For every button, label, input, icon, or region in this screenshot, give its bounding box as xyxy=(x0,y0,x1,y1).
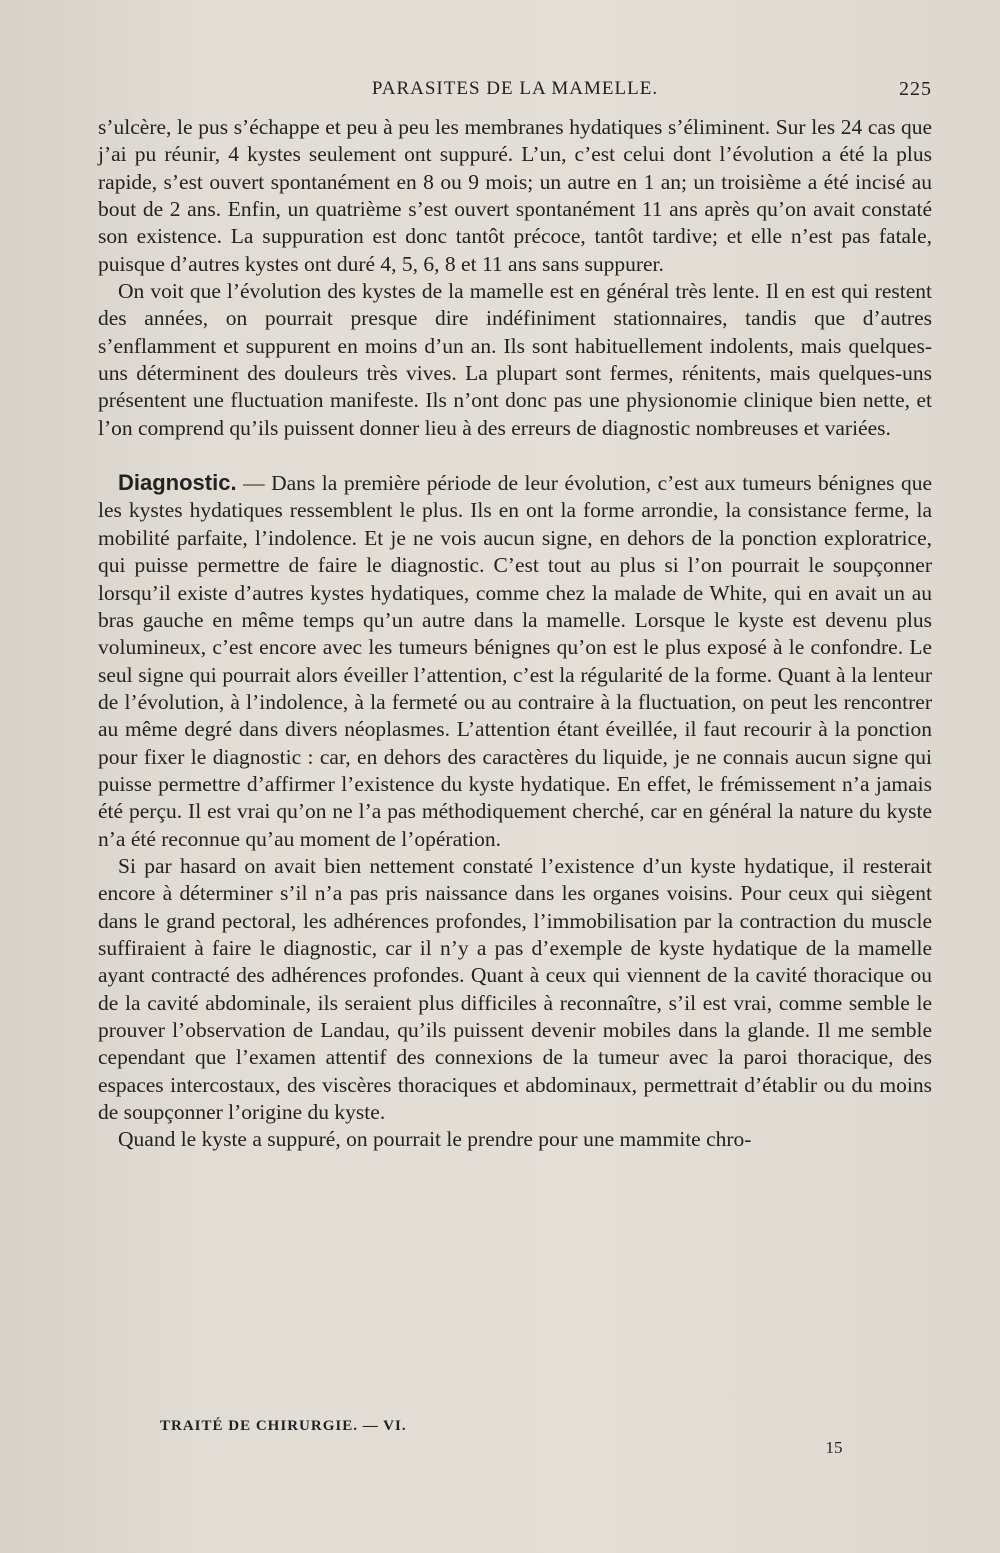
footer-book-title: TRAITÉ DE CHIRURGIE. — VI. xyxy=(160,1418,407,1434)
section-heading-diagnostic: Diagnostic. xyxy=(118,470,237,496)
paragraph-diagnostic xyxy=(98,469,932,853)
paragraph-differential: Si par hasard on avait bien nettement constaté l’existence d’un kyste hydatique, il resterait encore à déterminer s’il n’a pas pris naissance dans les organes voisins. Pour ceux qui siègent dans le grand pectoral, les adhérences profondes, l’immobilisation par la contraction du muscle suffiraient à faire le diagnostic, car il n’y a pas d’exemple de kyste hydatique de la mamelle ayant contracté des adhérences profondes. Quant à ceux qui viennent de la cavité thoracique ou de la cavité abdominale, ils seraient plus difficiles à reconnaître, s’il est vrai, comme semble le prouver l’observation de Landau, qu’ils puissent devenir mobiles dans la glande. Il me semble cependant que l’examen attentif des connexions de la tumeur avec la paroi thoracique, des espaces intercostaux, des viscères thoraciques et abdominaux, permettrait d’établir ou du moins de soupçonner l’origine du kyste. xyxy=(98,853,932,1125)
diagnostic-text: — Dans la première période de leur évolution, c’est aux tumeurs bénignes que les kystes hydatiques ressemblent le plus. Ils en ont la forme arrondie, la consistance ferme, la mobilité parfaite, l’indolence. Et je ne vois aucun signe, en dehors de la ponction exploratrice, qui puisse permettre de faire le diagnostic. C’est tout au plus si l’on pourrait le soupçonner lorsqu’il existe d’autres kystes hydatiques, comme chez la malade de White, qui en avait un au bras gauche en même temps qu’un autre dans la mamelle. Lorsque le kyste est devenu plus volumineux, c’est encore avec les tumeurs bénignes qu’on est le plus exposé à le confondre. Le seul signe qui pourrait alors éveiller l’attention, c’est la régularité de la forme. Quant à la lenteur de l’évolution, à l’indolence, à la fermeté ou au contraire à la fluctuation, on peut les rencontrer au même degré dans divers néoplasmes. L’attention étant éveillée, il faut recourir à la ponction pour fixer le diagnostic : car, en dehors des caractères du liquide, je ne connais aucun signe qui puisse permettre d’affirmer l’existence du kyste hydatique. En effet, le frémissement n’a jamais été perçu. Il est vrai qu’on ne l’a pas méthodiquement cherché, car en général la nature du kyste n’a été reconnue qu’au moment de l’opération. xyxy=(98,471,932,851)
body-text xyxy=(98,114,932,1154)
signature-mark: 15 xyxy=(825,1438,843,1457)
running-head xyxy=(98,78,932,102)
running-title: PARASITES DE LA MAMELLE. xyxy=(371,78,659,99)
paragraph-suppuration: Quand le kyste a suppuré, on pourrait le prendre pour une mammite chro- xyxy=(118,1127,752,1152)
paragraph-continuation: s’ulcère, le pus s’échappe et peu à peu les membranes hydatiques s’éliminent. Sur les 24 cas que j’ai pu réunir, 4 kystes seulement ont suppuré. L’un, c’est celui dont l’évolution a été la plus rapide, s’est ouvert spontanément en 8 ou 9 mois; un autre en 1 an; un troisième a été incisé au bout de 2 ans. Enfin, un quatrième s’est ouvert spontanément 11 ans après qu’on avait constaté son existence. La suppuration est donc tantôt précoce, tantôt tardive; et elle n’est pas fatale, puisque d’autres kystes ont duré 4, 5, 6, 8 et 11 ans sans suppurer. xyxy=(98,115,932,276)
page-number: 225 xyxy=(899,78,932,100)
paragraph-evolution: On voit que l’évolution des kystes de la mamelle est en général très lente. Il en est qui restent des années, on pourrait presque dire indéfiniment stationnaires, tandis que d’autres s’enflamment et suppurent en moins d’un an. Ils sont habituellement indolents, mais quelques-uns déterminent des douleurs très vives. La plupart sont fermes, rénitents, mais quelques-uns présentent une fluctuation manifeste. Ils n’ont donc pas une physionomie clinique bien nette, et l’on comprend qu’ils puissent donner lieu à des erreurs de diagnostic nombreuses et variées. xyxy=(98,279,932,440)
